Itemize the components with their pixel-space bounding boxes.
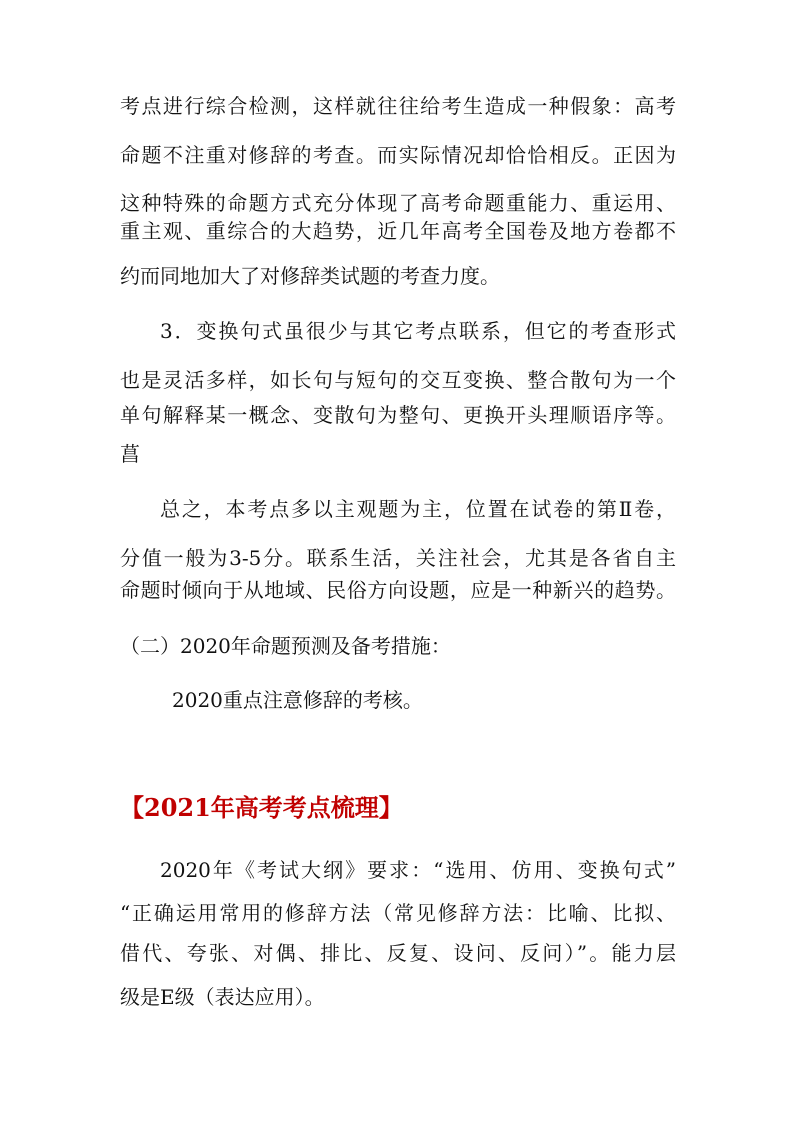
paragraph-2-line-4: 菖 [120, 442, 140, 466]
section-title: 【2021年高考考点梳理】 [120, 793, 403, 822]
paragraph-2-line-1: 3．变换句式虽很少与其它考点联系，但它的考查形式 [160, 319, 676, 343]
paragraph-3-line-2: 分值一般为3-5分。联系生活，关注社会，尤其是各省自主 [120, 546, 676, 570]
paragraph-4-line-1: 2020年《考试大纲》要求：“选用、仿用、变换句式” [160, 858, 676, 882]
paragraph-4-line-3: 借代、夸张、对偶、排比、反复、设问、反问）”。能力层 [120, 941, 676, 965]
focus-line: 2020重点注意修辞的考核。 [172, 688, 423, 712]
paragraph-1-line-2: 命题不注重对修辞的考查。而实际情况却恰恰相反。正因为 [120, 143, 676, 167]
subheading: （二）2020年命题预测及备考措施： [120, 634, 451, 658]
paragraph-4-line-2: “正确运用常用的修辞方法（常见修辞方法：比喻、比拟、 [120, 901, 676, 925]
paragraph-1-line-3: 这种特殊的命题方式充分体现了高考命题重能力、重运用、 [120, 191, 676, 215]
paragraph-4-line-4: 级是E级（表达应用）。 [120, 985, 325, 1009]
paragraph-1-line-1: 考点进行综合检测，这样就往往给考生造成一种假象：高考 [120, 94, 676, 118]
paragraph-3-line-3: 命题时倾向于从地域、民俗方向设题，应是一种新兴的趋势。 [120, 578, 676, 602]
paragraph-1-line-4: 重主观、重综合的大趋势，近几年高考全国卷及地方卷都不 [120, 219, 676, 243]
paragraph-2-line-2: 也是灵活多样，如长句与短句的交互变换、整合散句为一个 [120, 368, 676, 392]
paragraph-1-line-5: 约而同地加大了对修辞类试题的考查力度。 [120, 264, 500, 288]
paragraph-3-line-1: 总之，本考点多以主观题为主，位置在试卷的第Ⅱ卷， [160, 497, 676, 521]
paragraph-2-line-3: 单句解释某一概念、变散句为整句、更换开头理顺语序等。 [120, 403, 676, 427]
